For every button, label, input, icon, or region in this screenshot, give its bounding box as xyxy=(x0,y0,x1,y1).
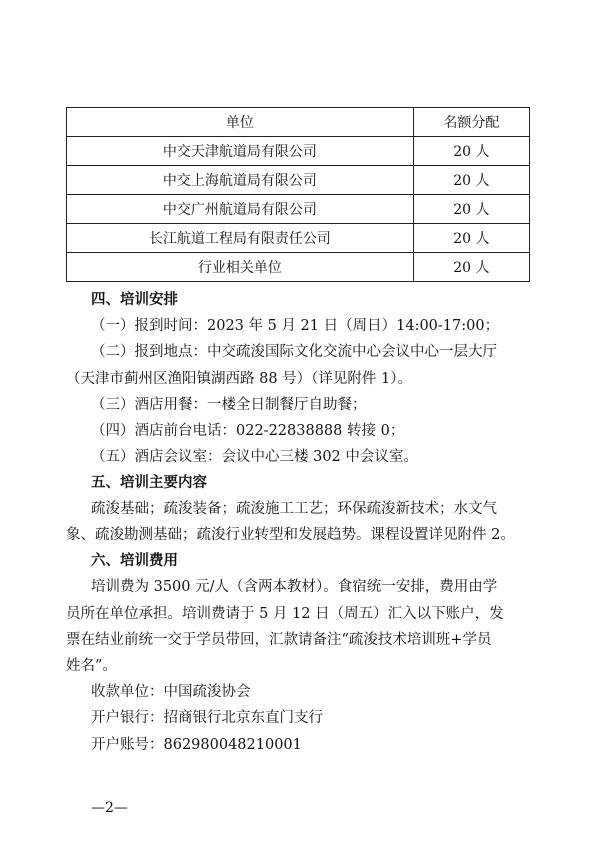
header-unit: 单位 xyxy=(67,108,414,137)
quota-cell: 20 人 xyxy=(413,253,529,282)
content-line-1: 疏浚基础；疏浚装备；疏浚施工工艺；环保疏浚新技术；水文气 xyxy=(91,501,497,517)
payee-line: 收款单位：中国疏浚协会 xyxy=(91,684,251,700)
table-row xyxy=(67,253,530,282)
schedule-item-checkin-place: （二）报到地点：中交疏浚国际文化交流中心会议中心一层大厅 xyxy=(91,344,497,360)
fee-line-1: 培训费为 3500 元/人（含两本教材）。食宿统一安排，费用由学 xyxy=(91,579,498,595)
page-number: —2— xyxy=(91,800,128,816)
section6-heading: 六、培训费用 xyxy=(91,553,178,569)
fee-line-4: 姓名”。 xyxy=(66,658,117,674)
schedule-item-dining: （三）酒店用餐：一楼全日制餐厅自助餐； xyxy=(91,397,367,413)
unit-cell: 中交广州航道局有限公司 xyxy=(67,195,414,224)
fee-line-2: 员所在单位承担。培训费请于 5 月 12 日（周五）汇入以下账户，发 xyxy=(66,606,504,622)
schedule-item-meeting-room: （五）酒店会议室：会议中心三楼 302 中会议室。 xyxy=(91,449,418,465)
quota-allocation-table xyxy=(66,107,530,282)
quota-cell: 20 人 xyxy=(413,195,529,224)
table-row xyxy=(67,224,530,253)
table-header-row xyxy=(67,108,530,137)
content-line-2: 象、疏浚勘测基础；疏浚行业转型和发展趋势。课程设置详见附件 2。 xyxy=(66,527,515,543)
table-row xyxy=(67,166,530,195)
unit-cell: 中交天津航道局有限公司 xyxy=(67,137,414,166)
bank-line: 开户银行：招商银行北京东直门支行 xyxy=(91,710,323,726)
quota-cell: 20 人 xyxy=(413,224,529,253)
table-row xyxy=(67,137,530,166)
unit-cell: 长江航道工程局有限责任公司 xyxy=(67,224,414,253)
header-quota: 名额分配 xyxy=(413,108,529,137)
unit-cell: 行业相关单位 xyxy=(67,253,414,282)
schedule-item-address: （天津市蓟州区渔阳镇湖西路 88 号）（详见附件 1）。 xyxy=(66,371,413,387)
quota-cell: 20 人 xyxy=(413,166,529,195)
account-line: 开户账号：862980048210001 xyxy=(91,737,302,753)
schedule-item-checkin-time: （一）报到时间：2023 年 5 月 21 日（周日）14:00-17:00； xyxy=(91,318,500,334)
unit-cell: 中交上海航道局有限公司 xyxy=(67,166,414,195)
schedule-item-phone: （四）酒店前台电话：022-22838888 转接 0； xyxy=(91,423,405,439)
fee-line-3: 票在结业前统一交于学员带回，汇款请备注“疏浚技术培训班+学员 xyxy=(66,632,492,648)
table-row xyxy=(67,195,530,224)
section4-heading: 四、培训安排 xyxy=(91,292,178,308)
quota-cell: 20 人 xyxy=(413,137,529,166)
section5-heading: 五、培训主要内容 xyxy=(91,475,207,491)
